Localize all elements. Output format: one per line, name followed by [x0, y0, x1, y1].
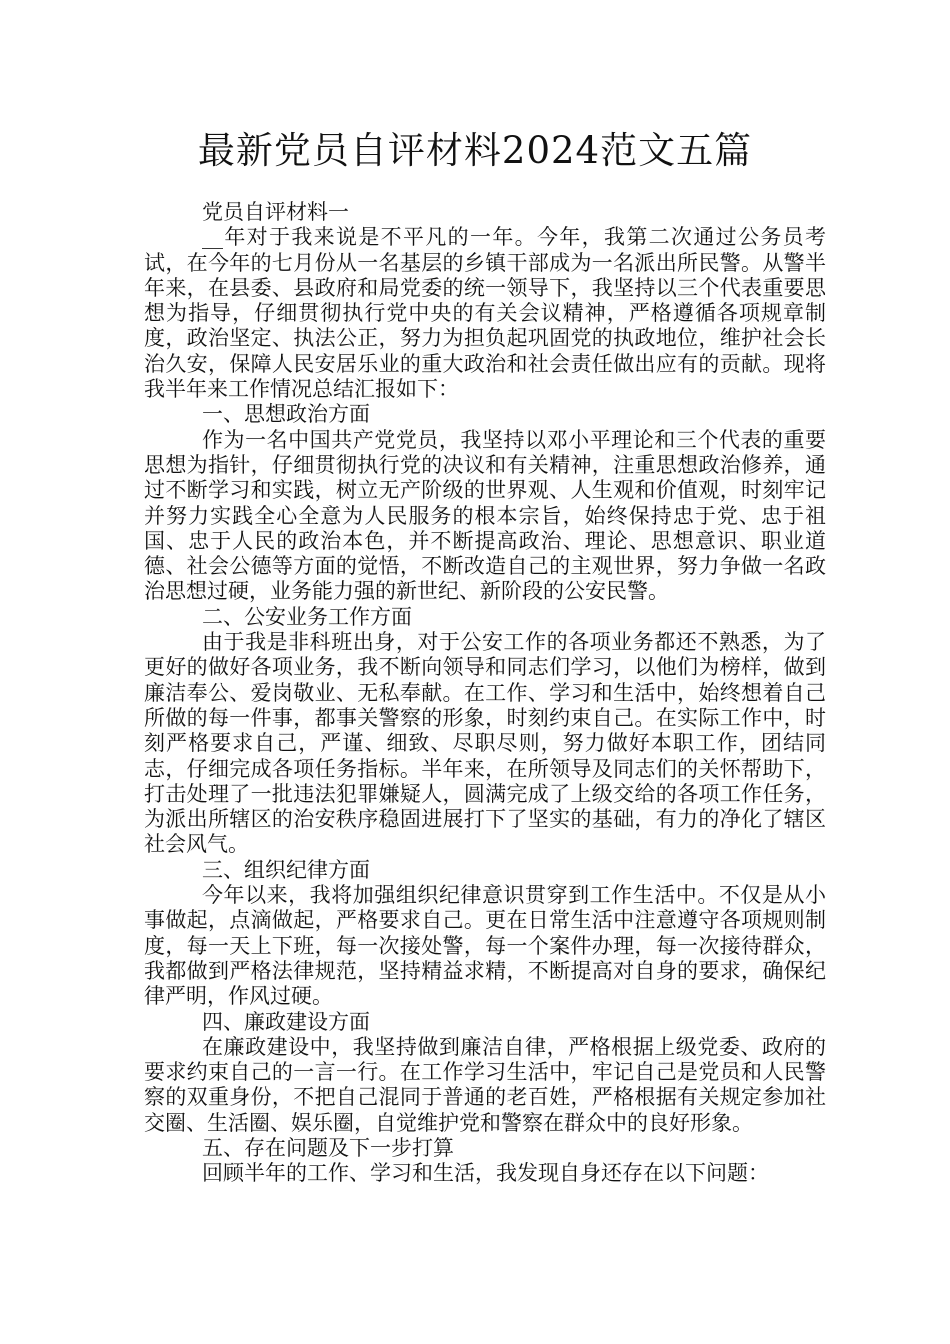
section-heading-2: 二、公安业务工作方面 — [202, 604, 412, 629]
intro-paragraph: __年对于我来说是不平凡的一年。今年，我第二次通过公务员考试，在今年的七月份从一名基层的乡镇干部成为一名派出所民警。从警半年来，在县委、县政府和局党委的统一领导下，我坚持以三个代表重要思想为指导，仔细贯彻执行党中央的有关会议精神，严格遵循各项规章制度，政治坚定、执法公正，努力为担负起巩固党的执政地位，维护社会长治久安，保障人民安居乐业的重大政治和社会责任做出应有的贡献。现将我半年来工作情况总结汇报如下： — [144, 225, 826, 402]
section-heading-4: 四、廉政建设方面 — [202, 1009, 370, 1034]
document-title: 最新党员自评材料2024范文五篇 — [197, 129, 753, 172]
section-heading-1: 一、思想政治方面 — [202, 402, 370, 427]
document-body — [144, 200, 826, 1187]
section-heading-3: 三、组织纪律方面 — [202, 857, 370, 882]
body-paragraph-4: 在廉政建设中，我坚持做到廉洁自律，严格根据上级党委、政府的要求约束自己的一言一行。在工作学习生活中，牢记自己是党员和人民警察的双重身份，不把自己混同于普通的老百姓，严格根据有关规定参加社交圈、生活圈、娱乐圈，自觉维护党和警察在群众中的良好形象。 — [144, 1034, 826, 1135]
section-heading-5: 五、存在问题及下一步打算 — [202, 1135, 454, 1160]
body-paragraph-2: 由于我是非科班出身，对于公安工作的各项业务都还不熟悉，为了更好的做好各项业务，我不断向领导和同志们学习，以他们为榜样，做到廉洁奉公、爱岗敬业、无私奉献。在工作、学习和生活中，始终想着自己所做的每一件事，都事关警察的形象，时刻约束自己。在实际工作中，时刻严格要求自己，严谨、细致、尽职尽则，努力做好本职工作，团结同志，仔细完成各项任务指标。半年来，在所领导及同志们的关怀帮助下，打击处理了一批违法犯罪嫌疑人，圆满完成了上级交给的各项工作任务，为派出所辖区的治安秩序稳固进展打下了坚实的基础，有力的净化了辖区社会风气。 — [144, 630, 826, 857]
body-paragraph-3: 今年以来，我将加强组织纪律意识贯穿到工作生活中。不仅是从小事做起，点滴做起，严格要求自己。更在日常生活中注意遵守各项规则制度，每一天上下班，每一次接处警，每一个案件办理，每一次接待群众，我都做到严格法律规范，坚持精益求精，不断提高对自身的要求，确保纪律严明，作风过硬。 — [144, 883, 826, 1009]
body-paragraph-1: 作为一名中国共产党党员，我坚持以邓小平理论和三个代表的重要思想为指针，仔细贯彻执行党的决议和有关精神，注重思想政治修养，通过不断学习和实践，树立无产阶级的世界观、人生观和价值观，时刻牢记并努力实践全心全意为人民服务的根本宗旨，始终保持忠于党、忠于祖国、忠于人民的政治本色，并不断提高政治、理论、思想意识、职业道德、社会公德等方面的觉悟，不断改造自己的主观世界，努力争做一名政治思想过硬，业务能力强的新世纪、新阶段的公安民警。 — [144, 427, 826, 604]
section-subtitle: 党员自评材料一 — [202, 200, 349, 224]
body-paragraph-5: 回顾半年的工作、学习和生活，我发现自身还存在以下问题： — [202, 1161, 769, 1186]
